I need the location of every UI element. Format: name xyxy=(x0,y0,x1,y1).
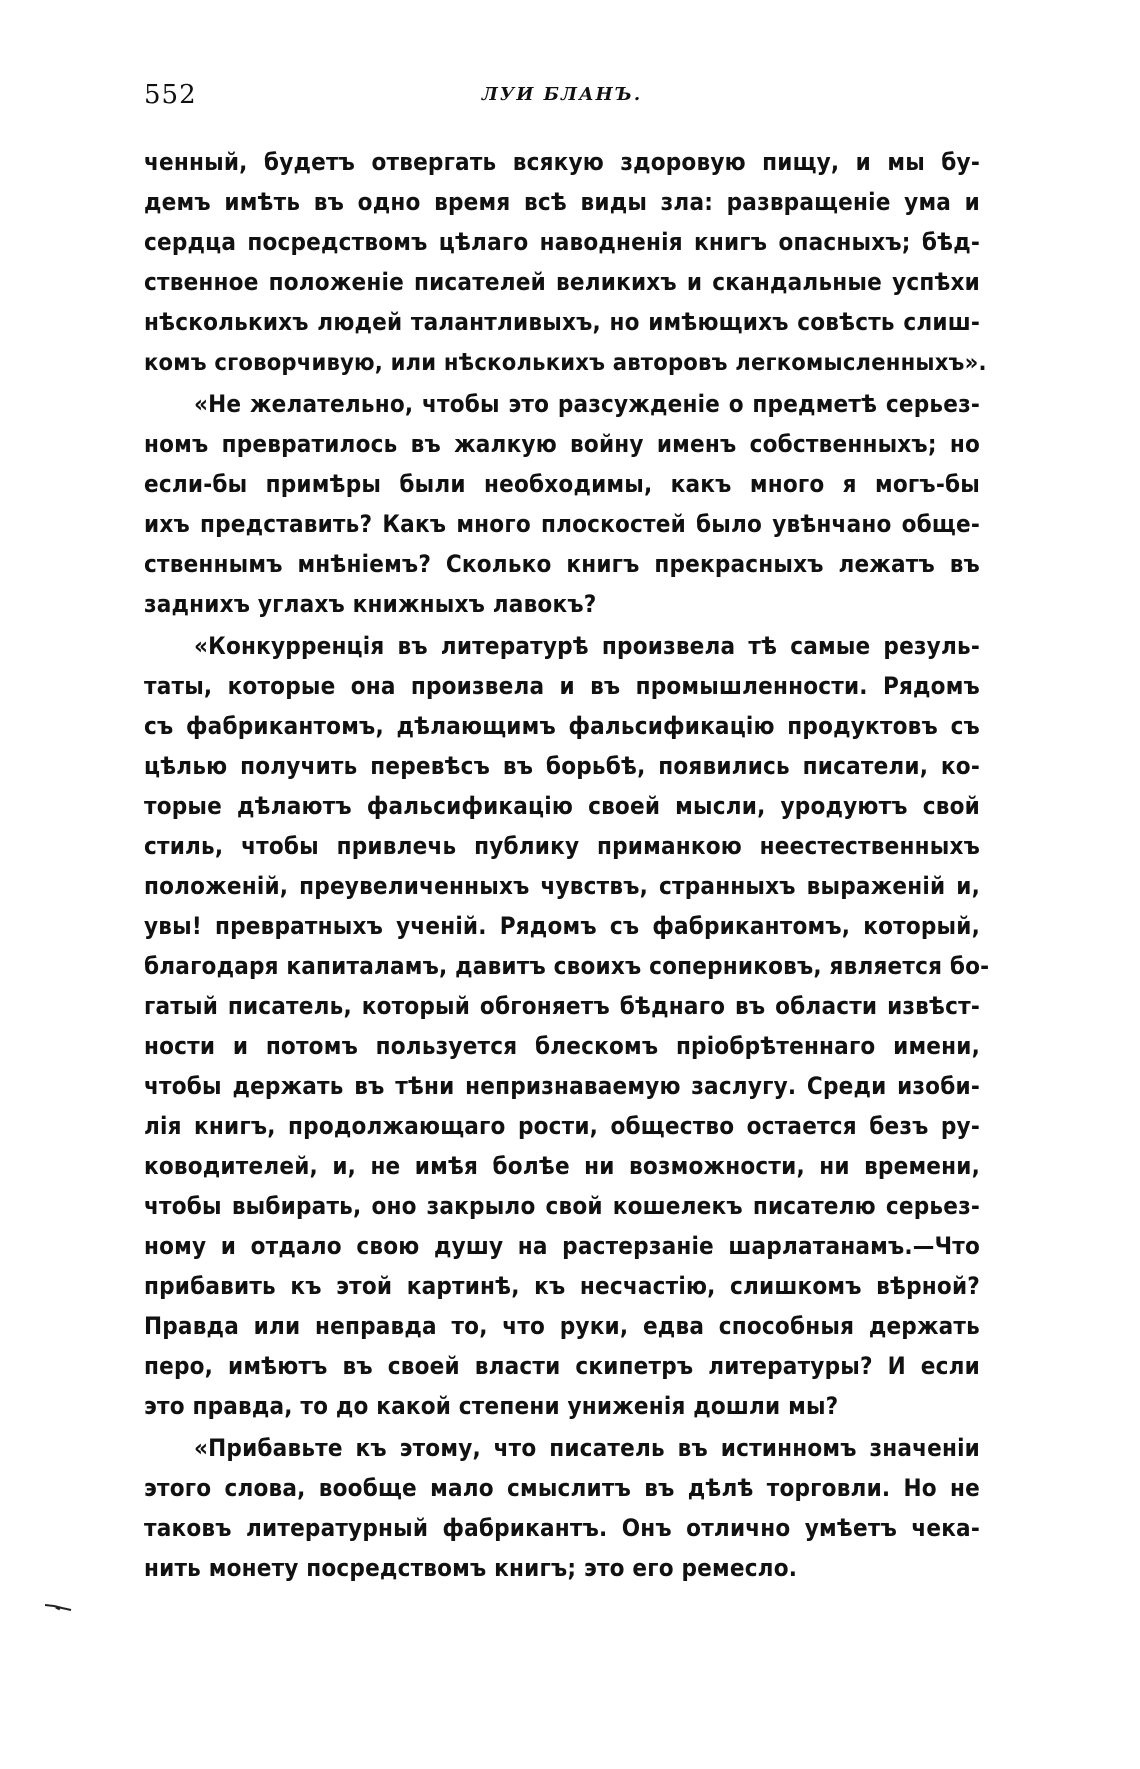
text-line: демъ имѣть въ одно время всѣ виды зла: развращеніе ума и xyxy=(144,188,980,216)
text-line: ственное положеніе писателей великихъ и скандальные успѣхи xyxy=(144,268,980,296)
text-line: ности и потомъ пользуется блескомъ пріобрѣтеннаго имени, xyxy=(144,1032,980,1060)
paragraph xyxy=(144,626,990,1426)
text-line: «Конкурренція въ литературѣ произвела тѣ самые резуль- xyxy=(194,632,980,660)
text-line: съ фабрикантомъ, дѣлающимъ фальсификацію продуктовъ съ xyxy=(144,712,980,740)
text-line: ственнымъ мнѣніемъ? Сколько книгъ прекрасныхъ лежатъ въ xyxy=(144,550,980,578)
text-line: чтобы держать въ тѣни непризнаваемую заслугу. Среди изоби- xyxy=(144,1072,980,1100)
page-number: 552 xyxy=(144,80,197,110)
text-line: лія книгъ, продолжающаго рости, общество остается безъ ру- xyxy=(144,1112,980,1140)
text-line: увы! превратныхъ ученій. Рядомъ съ фабрикантомъ, который, xyxy=(144,912,980,940)
text-line: сердца посредствомъ цѣлаго наводненія книгъ опасныхъ; бѣд- xyxy=(144,228,980,256)
text-line: комъ сговорчивую, или нѣсколькихъ авторовъ легкомысленныхъ». xyxy=(144,348,987,376)
text-line: перо, имѣютъ въ своей власти скипетръ литературы? И если xyxy=(144,1352,980,1380)
page-header xyxy=(144,80,980,120)
text-line: стиль, чтобы привлечь публику приманкою неестественныхъ xyxy=(144,832,980,860)
text-line: «Не желательно, чтобы это разсужденіе о предметѣ серьез- xyxy=(194,390,980,418)
text-line: нѣсколькихъ людей талантливыхъ, но имѣющихъ совѣсть слиш- xyxy=(144,308,980,336)
body-text xyxy=(144,142,990,1588)
text-line: благодаря капиталамъ, давитъ своихъ соперниковъ, является бо- xyxy=(144,952,990,980)
text-line: ихъ представить? Какъ много плоскостей было увѣнчано обще- xyxy=(144,510,980,538)
text-line: таковъ литературный фабрикантъ. Онъ отлично умѣетъ чека- xyxy=(144,1514,980,1542)
text-line: если-бы примѣры были необходимы, какъ много я могъ-бы xyxy=(144,470,980,498)
paragraph xyxy=(144,384,980,624)
text-line: это правда, то до какой степени униженія дошли мы? xyxy=(144,1392,839,1420)
paragraph xyxy=(144,1428,980,1588)
text-line: положеній, преувеличенныхъ чувствъ, странныхъ выраженій и, xyxy=(144,872,980,900)
text-line: этого слова, вообще мало смыслитъ въ дѣлѣ торговли. Но не xyxy=(144,1474,980,1502)
text-line: «Прибавьте къ этому, что писатель въ истинномъ значеніи xyxy=(194,1434,980,1462)
text-line: торые дѣлаютъ фальсификацію своей мысли, уродуютъ свой xyxy=(144,792,980,820)
text-line: прибавить къ этой картинѣ, къ несчастію, слишкомъ вѣрной? xyxy=(144,1272,980,1300)
text-line: Правда или неправда то, что руки, едва способныя держать xyxy=(144,1312,980,1340)
text-line: номъ превратилось въ жалкую войну именъ собственныхъ; но xyxy=(144,430,980,458)
text-line: ному и отдало свою душу на растерзаніе шарлатанамъ.—Что xyxy=(144,1232,980,1260)
margin-ink-mark xyxy=(44,1602,72,1612)
running-head: ЛУИ БЛАНЪ. xyxy=(481,84,643,105)
text-line: ководителей, и, не имѣя болѣе ни возможности, ни времени, xyxy=(144,1152,980,1180)
text-line: заднихъ углахъ книжныхъ лавокъ? xyxy=(144,590,597,618)
text-line: чтобы выбирать, оно закрыло свой кошелекъ писателю серьез- xyxy=(144,1192,980,1220)
text-line: гатый писатель, который обгоняетъ бѣднаго въ области извѣст- xyxy=(144,992,980,1020)
paragraph xyxy=(144,142,987,382)
text-line: нить монету посредствомъ книгъ; это его ремесло. xyxy=(144,1554,798,1582)
text-line: таты, которые она произвела и въ промышленности. Рядомъ xyxy=(144,672,980,700)
text-line: ченный, будетъ отвергать всякую здоровую пищу, и мы бу- xyxy=(144,148,980,176)
text-line: цѣлью получить перевѣсъ въ борьбѣ, появились писатели, ко- xyxy=(144,752,980,780)
